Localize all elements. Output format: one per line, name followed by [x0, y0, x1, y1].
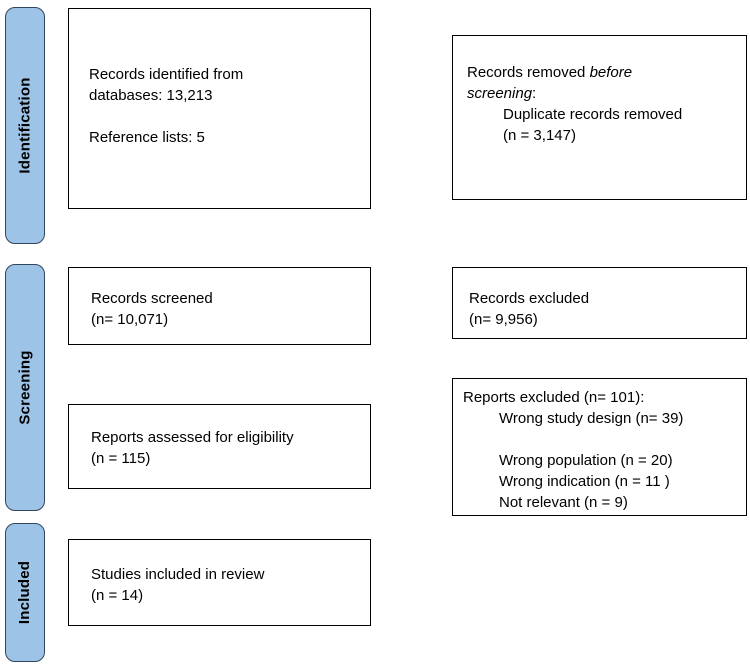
text-line: (n = 14) — [91, 587, 144, 604]
text-line: Wrong indication (n = 11 ) — [499, 473, 670, 490]
text-line: Reports excluded (n= 101): — [463, 389, 645, 406]
text-line: Wrong study design (n= 39) — [499, 410, 684, 427]
stage-bar-screening — [5, 264, 45, 511]
text-line: (n= 9,956) — [469, 311, 538, 328]
text-segment: Records removed — [467, 64, 590, 81]
studies-included-box — [68, 539, 371, 626]
blank-line — [89, 106, 360, 127]
text-line: (n = 115) — [91, 450, 151, 467]
text-line: Reports assessed for eligibility — [91, 429, 294, 446]
text-line: Records identified from — [89, 66, 244, 83]
text-segment-italic: before — [589, 64, 633, 81]
blank-line — [463, 429, 742, 450]
reports-assessed-box — [68, 404, 371, 489]
stage-label-included: Included — [16, 560, 34, 625]
records-removed-box — [452, 35, 747, 200]
records-excluded-box — [452, 267, 747, 339]
stage-bar-identification — [5, 7, 45, 244]
text-line: Records excluded — [469, 290, 590, 307]
text-line: (n = 3,147) — [503, 127, 576, 144]
stage-label-screening: Screening — [16, 350, 34, 425]
records-screened-box — [68, 267, 371, 345]
stage-bar-included — [5, 523, 45, 662]
text-line: Reference lists: 5 — [89, 129, 205, 146]
records-identified-box — [68, 8, 371, 209]
text-segment-italic: screening — [467, 85, 533, 102]
text-line — [467, 83, 738, 104]
reports-excluded-box — [452, 378, 747, 516]
text-line: Records screened — [91, 290, 213, 307]
stage-label-identification: Identification — [16, 77, 34, 174]
text-line: Not relevant (n = 9) — [499, 494, 628, 511]
text-line: databases: 13,213 — [89, 87, 213, 104]
text-line: Duplicate records removed — [503, 106, 683, 123]
text-line: (n= 10,071) — [91, 311, 169, 328]
text-line: Wrong population (n = 20) — [499, 452, 673, 469]
text-line: Studies included in review — [91, 566, 265, 583]
text-segment: : — [532, 85, 537, 102]
text-line — [467, 62, 738, 83]
